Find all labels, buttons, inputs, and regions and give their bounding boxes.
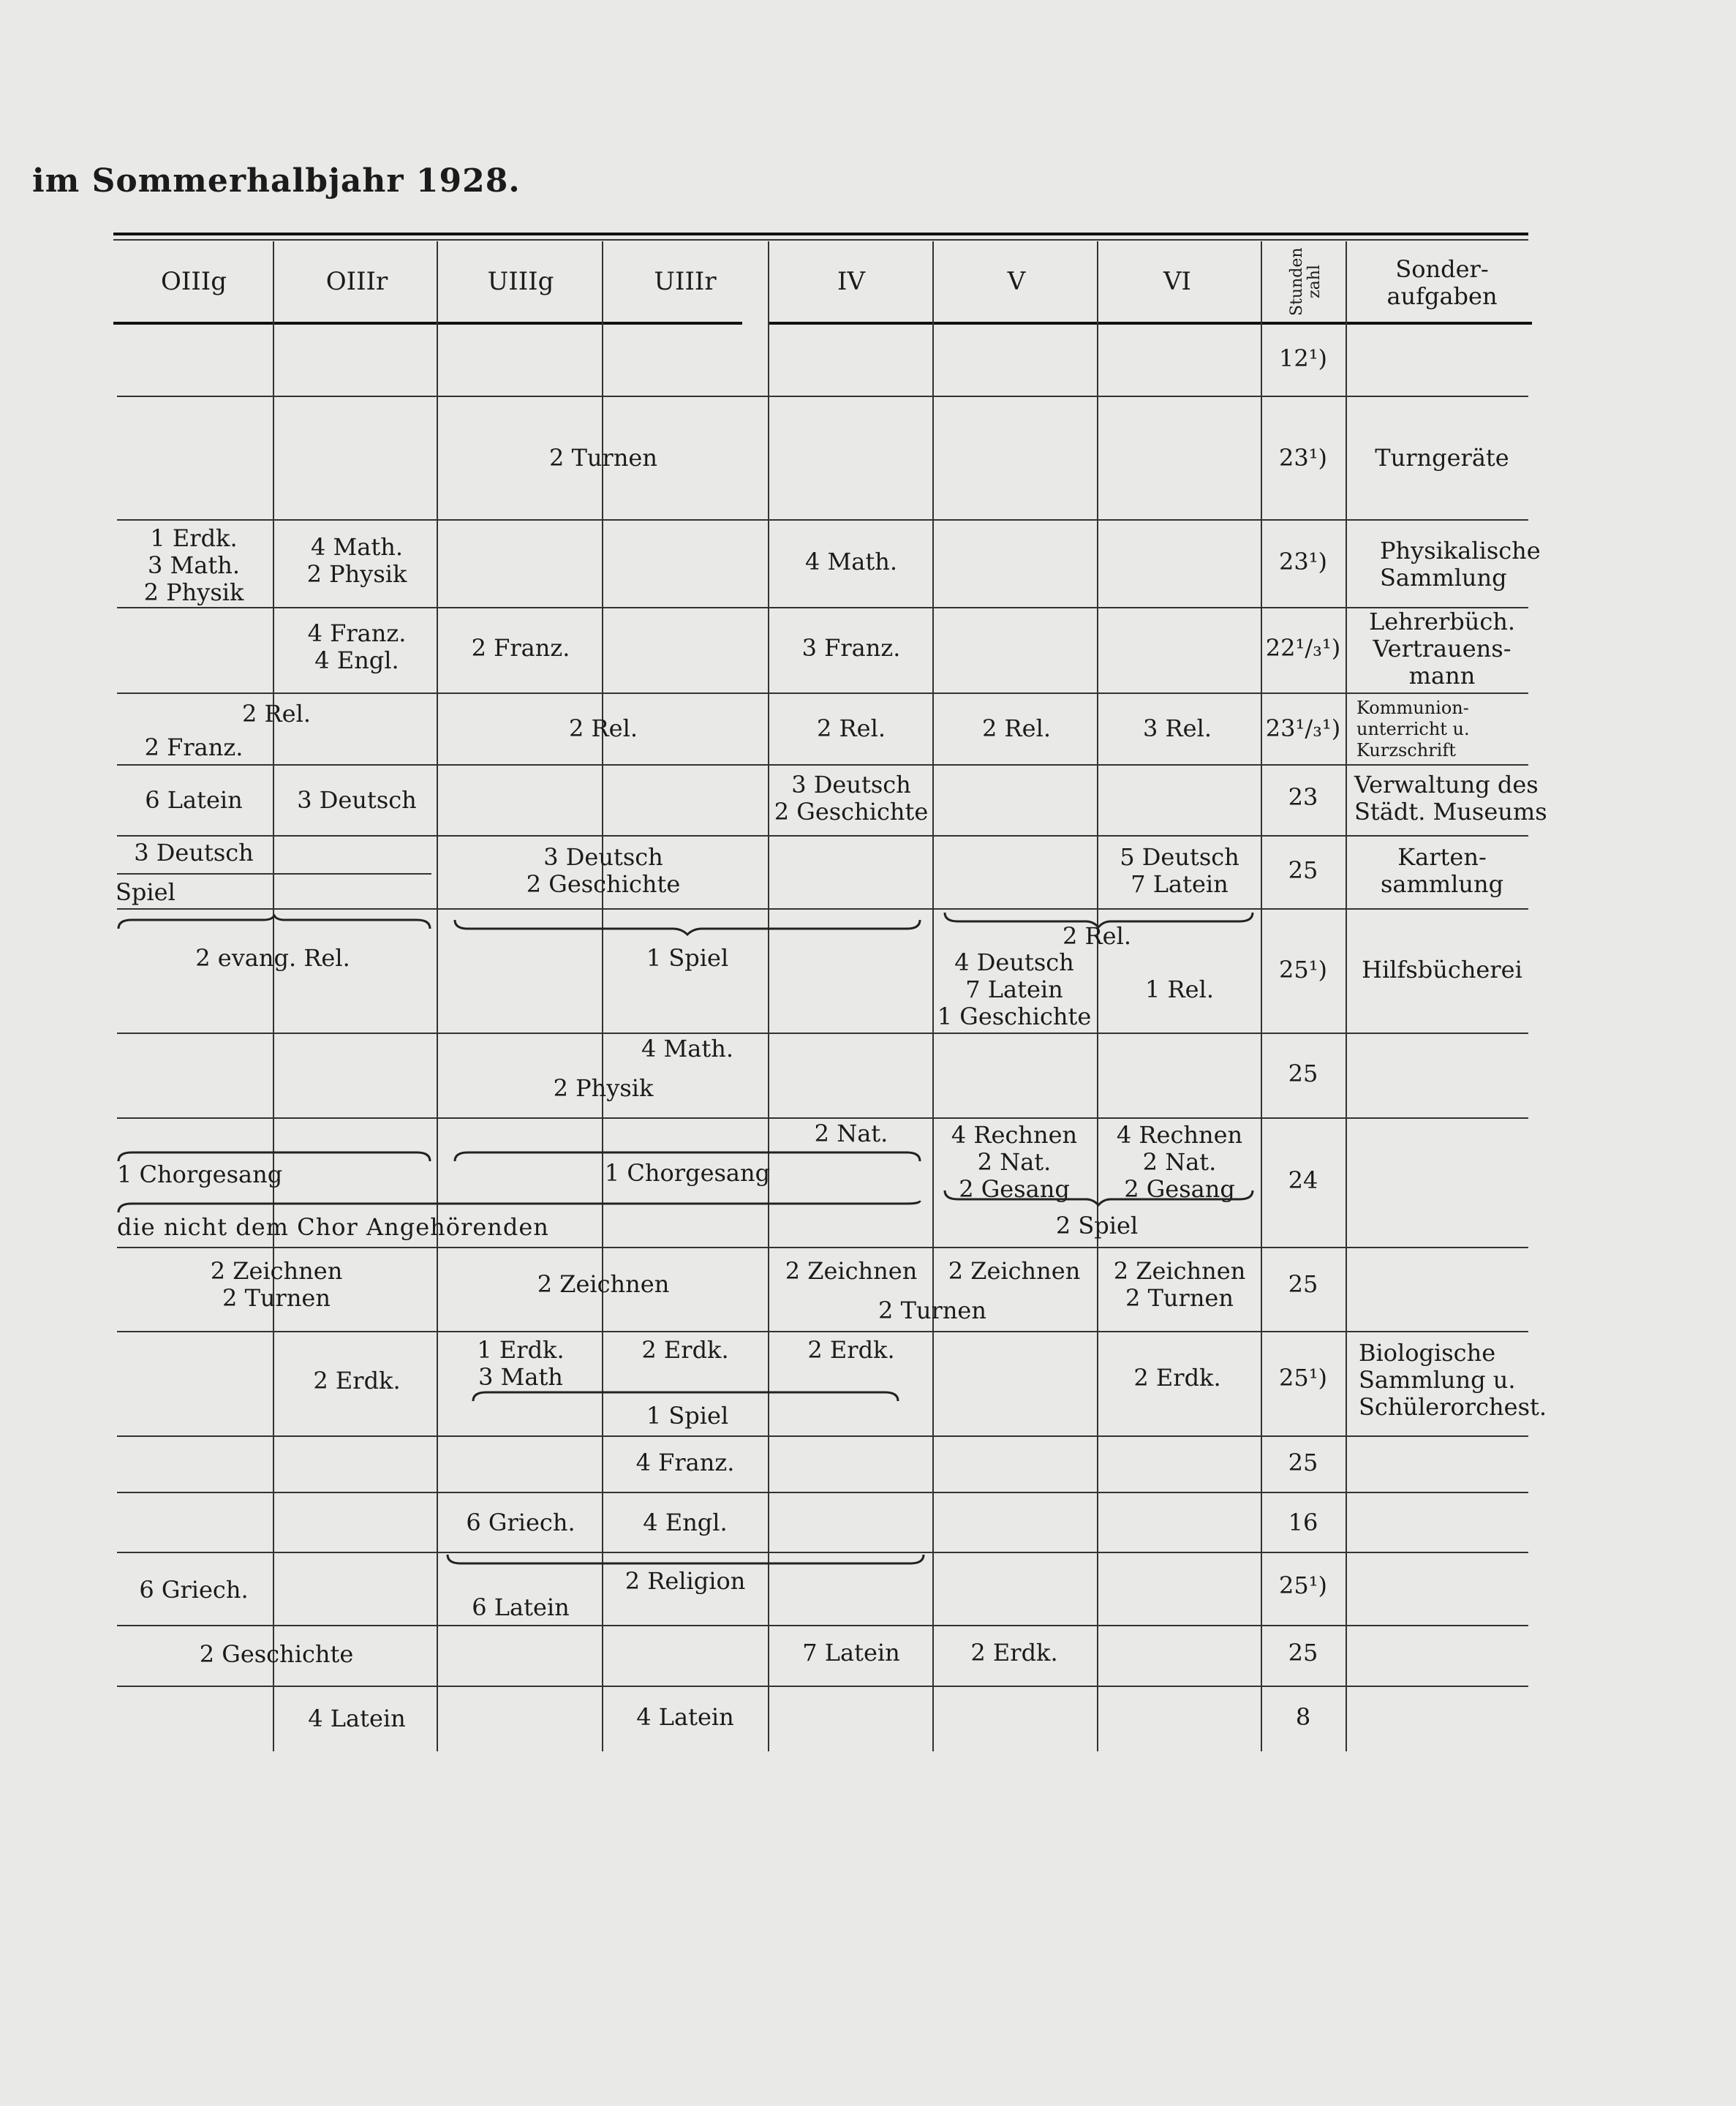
cell: 2 Zeichnen — [785, 1257, 918, 1285]
row-rule — [117, 1033, 1528, 1034]
hours-row-7: 25 — [1288, 856, 1318, 884]
cell: 1 Chorgesang — [604, 1159, 771, 1187]
hours-row-17: 8 — [1295, 1703, 1311, 1731]
col-rule — [1097, 241, 1098, 1751]
cell: 4 Rechnen 2 Nat. 2 Gesang — [951, 1121, 1078, 1203]
cell: 2 Nat. — [814, 1120, 888, 1147]
header-rule-left — [113, 322, 742, 325]
hours-row-1: 12¹) — [1278, 344, 1328, 372]
row-rule — [117, 1492, 1528, 1493]
hours-row-15: 25¹) — [1278, 1571, 1328, 1599]
row-rule — [117, 1625, 1528, 1626]
special-row-6: Verwaltung des Städt. Museums — [1354, 771, 1547, 826]
cell: 2 Erdk. — [970, 1639, 1058, 1667]
hours-row-10: 24 — [1288, 1166, 1318, 1194]
row-rule — [117, 1686, 1528, 1687]
cell: 7 Latein — [802, 1639, 900, 1667]
table-top-rule-2 — [113, 239, 1528, 241]
cell: 4 Deutsch 7 Latein 1 Geschichte — [937, 948, 1092, 1030]
hours-row-4: 22¹/₃¹) — [1265, 634, 1341, 662]
cell: 6 Latein — [145, 786, 243, 814]
row-rule — [117, 607, 1528, 608]
cell: 3 Deutsch — [297, 786, 417, 814]
cell: 3 Franz. — [801, 634, 901, 662]
cell: 3 Rel. — [1143, 714, 1212, 742]
cell: 1 Rel. — [1145, 975, 1214, 1003]
row-rule — [117, 396, 1528, 397]
cell: 4 Franz. 4 Engl. — [307, 619, 407, 674]
cell: 3 Deutsch 2 Geschichte — [774, 771, 929, 826]
cell: 4 Math. 2 Physik — [306, 533, 407, 588]
cell: 4 Math. — [641, 1035, 734, 1063]
header-v: V — [1007, 267, 1026, 296]
cell: 1 Erdk. 3 Math — [477, 1336, 565, 1391]
cell: 1 Chorgesang — [117, 1160, 283, 1188]
special-row-7: Karten- sammlung — [1380, 843, 1504, 898]
header-stundenzahl: Stunden zahl — [1288, 247, 1324, 316]
cell: 2 Franz. — [471, 634, 570, 662]
page-title: im Sommerhalbjahr 1928. — [32, 162, 521, 200]
header-uiiig: UIIIg — [487, 267, 554, 296]
cell: 2 Erdk. — [807, 1336, 895, 1364]
cell: 4 Latein — [636, 1703, 734, 1731]
cell: 2 Rel. — [569, 714, 638, 742]
header-oiiir: OIIIr — [325, 267, 388, 296]
col-rule — [437, 241, 438, 1751]
col-rule — [768, 241, 769, 1751]
brace-line — [117, 873, 431, 875]
table-top-rule — [113, 233, 1528, 235]
hours-row-14: 16 — [1288, 1509, 1318, 1536]
cell: 2 Franz. — [144, 733, 244, 761]
cell: 3 Deutsch — [134, 839, 254, 867]
cell: 4 Franz. — [635, 1449, 735, 1476]
special-row-12: Biologische Sammlung u. Schülerorchest. — [1359, 1339, 1547, 1421]
row-rule — [117, 519, 1528, 521]
row-rule — [117, 692, 1528, 694]
header-iv: IV — [837, 267, 865, 296]
cell: die nicht dem Chor Angehörenden — [117, 1213, 549, 1241]
row-rule — [117, 1331, 1528, 1332]
col-rule — [273, 241, 274, 1751]
cell: 2 Rel. — [242, 700, 311, 728]
hours-row-5: 23¹/₃¹) — [1265, 714, 1341, 742]
brace-oiii — [117, 914, 431, 932]
cell: Spiel — [116, 878, 176, 906]
cell: 2 Zeichnen — [537, 1270, 670, 1298]
special-row-5: Kommunion- unterricht u. Kurzschrift — [1356, 698, 1470, 760]
cell: 2 evang. Rel. — [195, 944, 350, 972]
hours-row-8: 25¹) — [1278, 956, 1328, 984]
special-row-4: Lehrerbüch. Vertrauens- mann — [1368, 608, 1516, 690]
row-rule — [117, 1247, 1528, 1248]
header-vi: VI — [1163, 267, 1191, 296]
cell: 1 Spiel — [646, 1402, 729, 1430]
hours-row-3: 23¹) — [1278, 548, 1328, 575]
cell: 1 Erdk. 3 Math. 2 Physik — [143, 524, 244, 606]
col-rule — [1346, 241, 1347, 1751]
row-rule — [117, 1435, 1528, 1437]
cell: 2 Turnen — [549, 444, 657, 472]
cell: 4 Latein — [308, 1705, 406, 1732]
cell: 2 Rel. — [982, 714, 1051, 742]
hours-row-2: 23¹) — [1278, 444, 1328, 472]
cell: 6 Griech. — [466, 1509, 575, 1536]
cell: 2 Zeichnen 2 Turnen — [210, 1257, 343, 1312]
col-rule — [1261, 241, 1262, 1751]
cell: 2 Zeichnen — [948, 1257, 1081, 1285]
cell: 2 Erdk. — [641, 1336, 729, 1364]
brace-spiel — [943, 1189, 1254, 1207]
special-row-3: Physikalische Sammlung — [1380, 537, 1541, 592]
special-row-8: Hilfsbücherei — [1362, 956, 1522, 984]
cell: 2 Rel. — [817, 714, 886, 742]
row-rule — [117, 764, 1528, 766]
cell: 4 Engl. — [643, 1509, 728, 1536]
hours-row-13: 25 — [1288, 1449, 1318, 1476]
cell: 2 Erdk. — [313, 1367, 401, 1394]
cell: 3 Deutsch 2 Geschichte — [526, 843, 681, 898]
cell: 6 Latein — [472, 1593, 570, 1621]
cell: 2 Zeichnen 2 Turnen — [1113, 1257, 1246, 1312]
hours-row-6: 23 — [1288, 783, 1318, 811]
cell: 2 Spiel — [1055, 1212, 1139, 1239]
hours-row-9: 25 — [1288, 1060, 1318, 1087]
header-sonderaufgaben: Sonder- aufgaben — [1386, 255, 1498, 310]
cell: 2 Erdk. — [1133, 1364, 1221, 1392]
hours-row-11: 25 — [1288, 1270, 1318, 1298]
row-rule — [117, 908, 1528, 910]
header-rule-right — [768, 322, 1532, 325]
cell: 2 Physik — [553, 1074, 654, 1102]
cell: 6 Griech. — [139, 1576, 249, 1604]
cell: 4 Math. — [804, 548, 898, 575]
cell: 4 Rechnen 2 Nat. 2 Gesang — [1116, 1121, 1243, 1203]
row-rule — [117, 1117, 1528, 1119]
cell: 2 Rel. — [1063, 922, 1131, 950]
row-rule — [117, 835, 1528, 837]
hours-row-16: 25 — [1288, 1639, 1318, 1667]
header-uiiir: UIIIr — [654, 267, 717, 296]
special-row-2: Turngeräte — [1375, 444, 1509, 472]
brace-uiii-iv — [453, 918, 921, 936]
cell: 2 Geschichte — [199, 1640, 354, 1668]
hours-row-12: 25¹) — [1278, 1364, 1328, 1392]
cell: 1 Spiel — [646, 944, 729, 972]
cell: 2 Religion — [624, 1567, 746, 1595]
col-rule — [932, 241, 934, 1751]
cell: 2 Turnen — [878, 1297, 986, 1324]
header-oiiig: OIIIg — [161, 267, 227, 296]
cell: 5 Deutsch 7 Latein — [1120, 843, 1239, 898]
